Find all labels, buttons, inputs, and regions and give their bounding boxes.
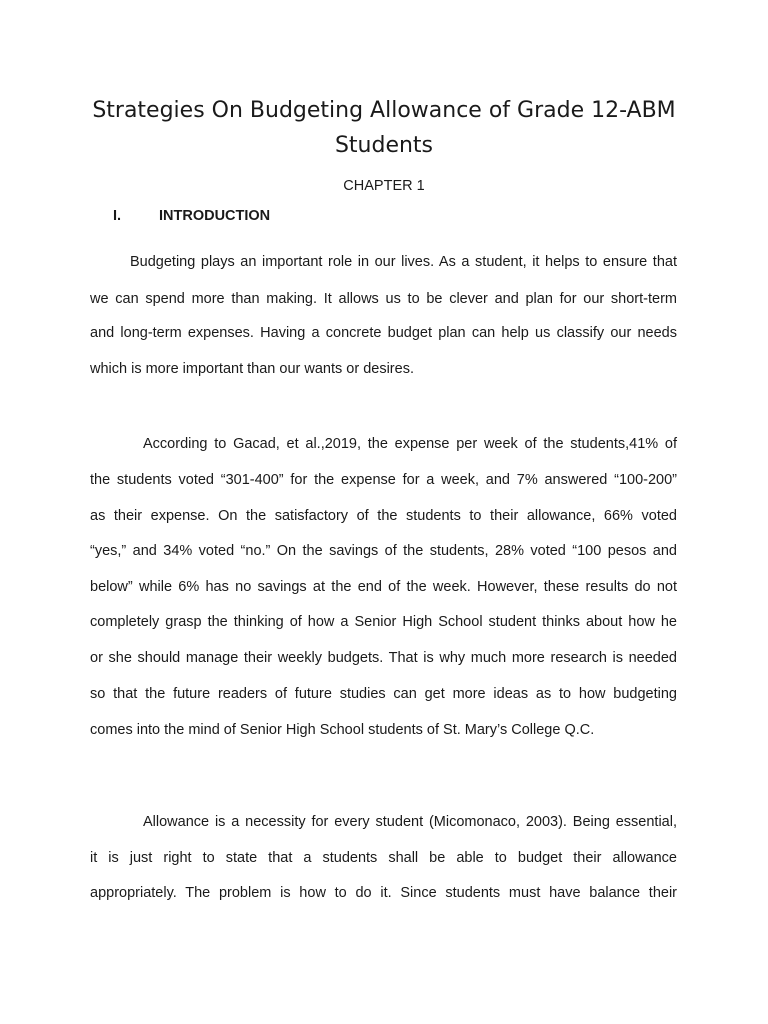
paragraph-line: Allowance is a necessity for every student (Micomonaco, 2003). Being essential, — [143, 814, 677, 830]
paragraph-line: below” while 6% has no savings at the end of the week. However, these results do not — [90, 579, 677, 595]
paragraph-line: it is just right to state that a students shall be able to budget their allowance — [90, 850, 677, 866]
paragraph-line: or she should manage their weekly budgets. That is why much more research is needed — [90, 650, 677, 666]
paragraph-line: appropriately. The problem is how to do it. Since students must have balance their — [90, 885, 677, 901]
paragraph-line: so that the future readers of future studies can get more ideas as to how budgeting — [90, 686, 677, 702]
paragraph-line: completely grasp the thinking of how a Senior High School student thinks about how he — [90, 614, 677, 630]
section-number: I. — [113, 208, 122, 224]
paragraph-line: we can spend more than making. It allows us to be clever and plan for our short-term — [90, 291, 677, 307]
chapter-label: CHAPTER 1 — [343, 178, 425, 194]
document-title-line-2: Students — [334, 133, 434, 158]
paragraph-line: comes into the mind of Senior High School students of St. Mary’s College Q.C. — [90, 722, 595, 738]
paragraph-line: and long-term expenses. Having a concrete budget plan can help us classify our needs — [90, 325, 677, 341]
section-heading: INTRODUCTION — [159, 208, 271, 224]
paragraph-line: “yes,” and 34% voted “no.” On the savings of the students, 28% voted “100 pesos and — [90, 543, 677, 559]
paragraph-line: the students voted “301-400” for the expense for a week, and 7% answered “100-200” — [90, 472, 677, 488]
document-title-line-1: Strategies On Budgeting Allowance of Grade 12-ABM — [92, 98, 676, 123]
paragraph-line: According to Gacad, et al.,2019, the expense per week of the students,41% of — [143, 436, 677, 452]
paragraph-line: as their expense. On the satisfactory of the students to their allowance, 66% voted — [90, 508, 677, 524]
paragraph-line: which is more important than our wants or desires. — [90, 361, 414, 377]
paragraph-line: Budgeting plays an important role in our lives. As a student, it helps to ensure that — [130, 254, 677, 270]
